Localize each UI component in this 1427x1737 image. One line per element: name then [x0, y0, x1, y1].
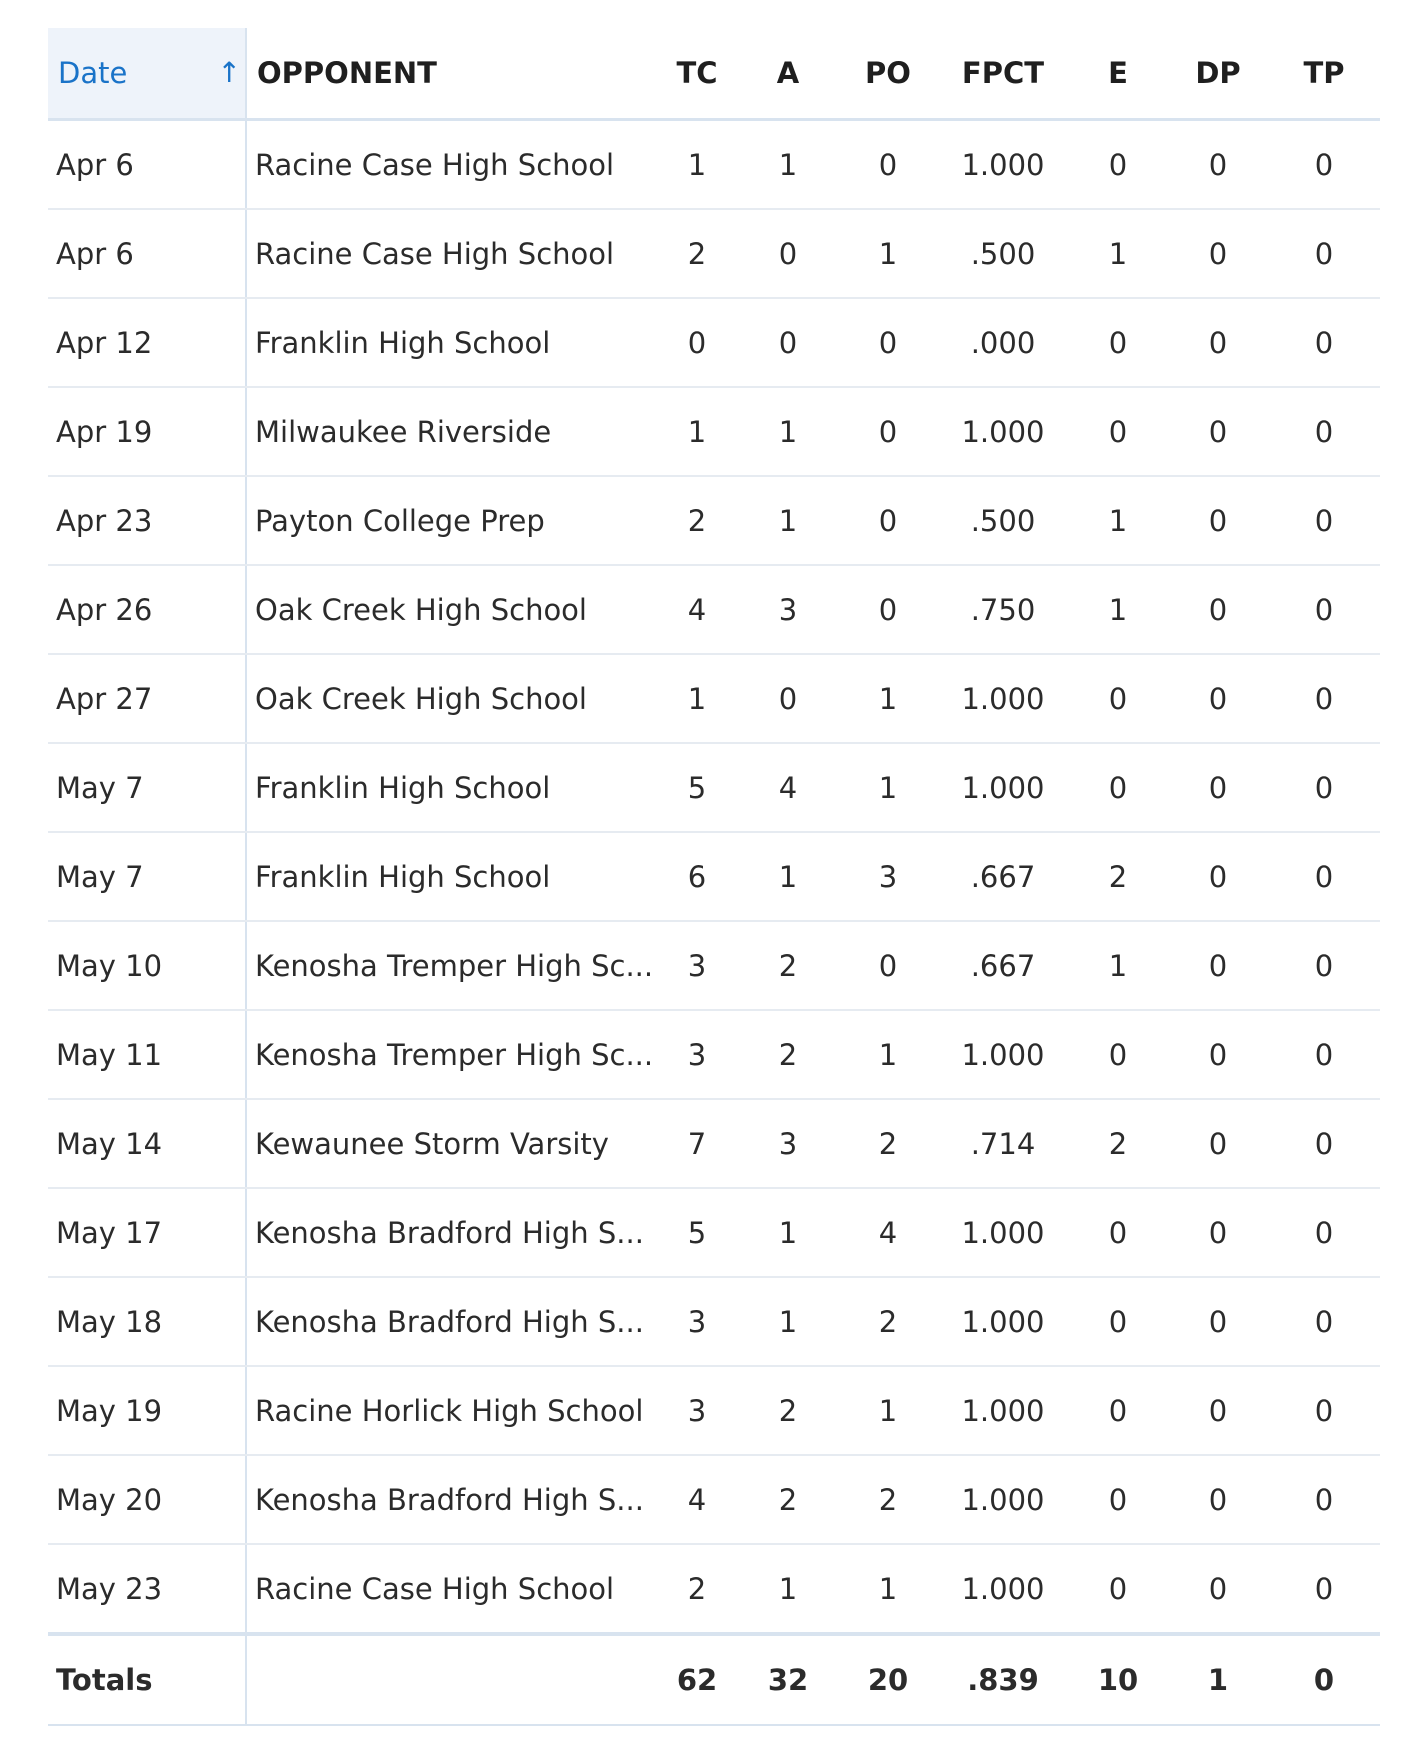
totals-e: 10 — [1068, 1634, 1168, 1725]
cell-dp: 0 — [1168, 209, 1268, 298]
cell-dp: 0 — [1168, 1366, 1268, 1455]
cell-tp: 0 — [1268, 1366, 1380, 1455]
cell-date: Apr 19 — [48, 387, 246, 476]
cell-opponent: Franklin High School — [246, 832, 656, 921]
cell-tp: 0 — [1268, 1544, 1380, 1634]
cell-tc: 2 — [656, 1544, 738, 1634]
arrow-up-icon[interactable]: ↑ — [217, 56, 241, 89]
cell-date: May 23 — [48, 1544, 246, 1634]
cell-opponent: Racine Case High School — [246, 120, 656, 210]
cell-dp: 0 — [1168, 921, 1268, 1010]
column-header-e[interactable]: E — [1068, 28, 1168, 120]
table-header — [48, 28, 1380, 120]
table-row[interactable] — [48, 476, 1380, 565]
table-row[interactable] — [48, 921, 1380, 1010]
cell-po: 1 — [838, 1366, 938, 1455]
cell-tp: 0 — [1268, 743, 1380, 832]
cell-dp: 0 — [1168, 743, 1268, 832]
table-row[interactable] — [48, 743, 1380, 832]
totals-fpct: .839 — [938, 1634, 1068, 1725]
cell-a: 1 — [738, 832, 838, 921]
cell-date: May 11 — [48, 1010, 246, 1099]
cell-date: May 7 — [48, 743, 246, 832]
column-header-dp[interactable]: DP — [1168, 28, 1268, 120]
cell-po: 2 — [838, 1455, 938, 1544]
cell-e: 0 — [1068, 1010, 1168, 1099]
cell-date: May 7 — [48, 832, 246, 921]
cell-tp: 0 — [1268, 476, 1380, 565]
cell-date: Apr 26 — [48, 565, 246, 654]
cell-po: 0 — [838, 120, 938, 210]
cell-date: Apr 6 — [48, 120, 246, 210]
cell-dp: 0 — [1168, 832, 1268, 921]
cell-tp: 0 — [1268, 565, 1380, 654]
cell-opponent: Franklin High School — [246, 298, 656, 387]
cell-fpct: .000 — [938, 298, 1068, 387]
cell-po: 1 — [838, 1010, 938, 1099]
cell-po: 0 — [838, 565, 938, 654]
cell-tc: 1 — [656, 120, 738, 210]
cell-dp: 0 — [1168, 1099, 1268, 1188]
cell-po: 4 — [838, 1188, 938, 1277]
cell-e: 0 — [1068, 1455, 1168, 1544]
cell-tc: 3 — [656, 1366, 738, 1455]
cell-a: 1 — [738, 387, 838, 476]
cell-a: 3 — [738, 1099, 838, 1188]
cell-date: May 17 — [48, 1188, 246, 1277]
cell-fpct: .500 — [938, 476, 1068, 565]
cell-opponent: Racine Horlick High School — [246, 1366, 656, 1455]
totals-dp: 1 — [1168, 1634, 1268, 1725]
cell-tc: 1 — [656, 387, 738, 476]
table-row[interactable] — [48, 298, 1380, 387]
cell-date: May 20 — [48, 1455, 246, 1544]
cell-tc: 2 — [656, 476, 738, 565]
cell-e: 0 — [1068, 387, 1168, 476]
cell-po: 1 — [838, 743, 938, 832]
cell-tc: 1 — [656, 654, 738, 743]
cell-opponent: Oak Creek High School — [246, 565, 656, 654]
cell-opponent: Kewaunee Storm Varsity — [246, 1099, 656, 1188]
cell-date: Apr 27 — [48, 654, 246, 743]
column-header-po[interactable]: PO — [838, 28, 938, 120]
cell-fpct: .750 — [938, 565, 1068, 654]
cell-e: 2 — [1068, 832, 1168, 921]
cell-e: 1 — [1068, 209, 1168, 298]
cell-a: 3 — [738, 565, 838, 654]
table-row[interactable] — [48, 832, 1380, 921]
cell-fpct: 1.000 — [938, 1455, 1068, 1544]
cell-po: 0 — [838, 387, 938, 476]
cell-a: 2 — [738, 1366, 838, 1455]
cell-tp: 0 — [1268, 1188, 1380, 1277]
cell-tc: 3 — [656, 1277, 738, 1366]
totals-opponent — [246, 1634, 656, 1725]
cell-date: Apr 12 — [48, 298, 246, 387]
cell-a: 1 — [738, 1188, 838, 1277]
cell-e: 0 — [1068, 1188, 1168, 1277]
table-row[interactable] — [48, 1010, 1380, 1099]
table-row[interactable] — [48, 1099, 1380, 1188]
cell-tp: 0 — [1268, 921, 1380, 1010]
cell-po: 2 — [838, 1099, 938, 1188]
cell-tp: 0 — [1268, 1099, 1380, 1188]
cell-po: 0 — [838, 921, 938, 1010]
totals-tc: 62 — [656, 1634, 738, 1725]
column-header-date[interactable] — [48, 28, 246, 120]
cell-date: May 14 — [48, 1099, 246, 1188]
cell-fpct: 1.000 — [938, 743, 1068, 832]
table-row[interactable] — [48, 1544, 1380, 1634]
table-row[interactable] — [48, 1366, 1380, 1455]
cell-date: May 19 — [48, 1366, 246, 1455]
totals-tp: 0 — [1268, 1634, 1380, 1725]
cell-a: 1 — [738, 120, 838, 210]
cell-tc: 7 — [656, 1099, 738, 1188]
table-row[interactable] — [48, 654, 1380, 743]
cell-tc: 5 — [656, 1188, 738, 1277]
cell-dp: 0 — [1168, 387, 1268, 476]
cell-tp: 0 — [1268, 298, 1380, 387]
cell-fpct: .667 — [938, 832, 1068, 921]
cell-tp: 0 — [1268, 1277, 1380, 1366]
cell-po: 0 — [838, 476, 938, 565]
cell-fpct: 1.000 — [938, 654, 1068, 743]
cell-opponent: Kenosha Tremper High Sc... — [246, 1010, 656, 1099]
cell-dp: 0 — [1168, 120, 1268, 210]
cell-opponent: Kenosha Tremper High Sc... — [246, 921, 656, 1010]
cell-fpct: 1.000 — [938, 387, 1068, 476]
fielding-stats-table — [48, 28, 1380, 1726]
cell-date: May 18 — [48, 1277, 246, 1366]
cell-a: 1 — [738, 1544, 838, 1634]
cell-e: 0 — [1068, 1277, 1168, 1366]
cell-po: 2 — [838, 1277, 938, 1366]
header-row — [48, 28, 1380, 120]
cell-opponent: Oak Creek High School — [246, 654, 656, 743]
cell-opponent: Racine Case High School — [246, 209, 656, 298]
cell-fpct: .667 — [938, 921, 1068, 1010]
cell-tp: 0 — [1268, 654, 1380, 743]
cell-opponent: Kenosha Bradford High S... — [246, 1277, 656, 1366]
table-row[interactable] — [48, 565, 1380, 654]
cell-tp: 0 — [1268, 387, 1380, 476]
cell-dp: 0 — [1168, 1010, 1268, 1099]
cell-tp: 0 — [1268, 1455, 1380, 1544]
cell-tc: 3 — [656, 1010, 738, 1099]
cell-tc: 6 — [656, 832, 738, 921]
cell-tp: 0 — [1268, 209, 1380, 298]
cell-fpct: 1.000 — [938, 1366, 1068, 1455]
cell-fpct: .500 — [938, 209, 1068, 298]
cell-opponent: Milwaukee Riverside — [246, 387, 656, 476]
totals-po: 20 — [838, 1634, 938, 1725]
cell-opponent: Kenosha Bradford High S... — [246, 1455, 656, 1544]
table-row[interactable] — [48, 120, 1380, 210]
cell-po: 1 — [838, 209, 938, 298]
table-row[interactable] — [48, 1188, 1380, 1277]
cell-tp: 0 — [1268, 120, 1380, 210]
totals-label: Totals — [48, 1634, 246, 1725]
cell-dp: 0 — [1168, 1277, 1268, 1366]
table-row[interactable] — [48, 1277, 1380, 1366]
cell-date: Apr 23 — [48, 476, 246, 565]
cell-dp: 0 — [1168, 1188, 1268, 1277]
cell-fpct: 1.000 — [938, 1277, 1068, 1366]
table-row[interactable] — [48, 387, 1380, 476]
cell-e: 0 — [1068, 298, 1168, 387]
cell-dp: 0 — [1168, 654, 1268, 743]
cell-dp: 0 — [1168, 476, 1268, 565]
cell-opponent: Kenosha Bradford High S... — [246, 1188, 656, 1277]
column-header-tp[interactable]: TP — [1268, 28, 1380, 120]
cell-tc: 2 — [656, 209, 738, 298]
cell-date: May 10 — [48, 921, 246, 1010]
totals-a: 32 — [738, 1634, 838, 1725]
cell-a: 2 — [738, 1455, 838, 1544]
cell-opponent: Racine Case High School — [246, 1544, 656, 1634]
column-header-date-label: Date — [58, 56, 128, 90]
cell-tc: 3 — [656, 921, 738, 1010]
table-footer — [48, 1634, 1380, 1725]
column-header-a[interactable]: A — [738, 28, 838, 120]
cell-e: 0 — [1068, 654, 1168, 743]
cell-e: 1 — [1068, 921, 1168, 1010]
cell-a: 0 — [738, 209, 838, 298]
cell-fpct: .714 — [938, 1099, 1068, 1188]
cell-opponent: Payton College Prep — [246, 476, 656, 565]
cell-date: Apr 6 — [48, 209, 246, 298]
cell-a: 1 — [738, 1277, 838, 1366]
cell-tp: 0 — [1268, 832, 1380, 921]
cell-a: 1 — [738, 476, 838, 565]
cell-a: 4 — [738, 743, 838, 832]
column-header-opponent[interactable]: OPPONENT — [246, 28, 656, 120]
cell-e: 0 — [1068, 120, 1168, 210]
cell-fpct: 1.000 — [938, 1544, 1068, 1634]
cell-tp: 0 — [1268, 1010, 1380, 1099]
cell-po: 1 — [838, 1544, 938, 1634]
totals-row — [48, 1634, 1380, 1725]
cell-e: 1 — [1068, 476, 1168, 565]
cell-a: 0 — [738, 654, 838, 743]
table-row[interactable] — [48, 1455, 1380, 1544]
column-header-tc[interactable]: TC — [656, 28, 738, 120]
cell-e: 0 — [1068, 743, 1168, 832]
cell-po: 0 — [838, 298, 938, 387]
cell-tc: 4 — [656, 1455, 738, 1544]
table-row[interactable] — [48, 209, 1380, 298]
cell-e: 0 — [1068, 1544, 1168, 1634]
cell-fpct: 1.000 — [938, 1188, 1068, 1277]
cell-fpct: 1.000 — [938, 120, 1068, 210]
column-header-fpct[interactable]: FPCT — [938, 28, 1068, 120]
cell-e: 0 — [1068, 1366, 1168, 1455]
cell-fpct: 1.000 — [938, 1010, 1068, 1099]
cell-dp: 0 — [1168, 298, 1268, 387]
cell-tc: 5 — [656, 743, 738, 832]
cell-a: 2 — [738, 1010, 838, 1099]
cell-dp: 0 — [1168, 1455, 1268, 1544]
cell-po: 1 — [838, 654, 938, 743]
table-body — [48, 120, 1380, 1635]
cell-dp: 0 — [1168, 565, 1268, 654]
cell-e: 1 — [1068, 565, 1168, 654]
cell-a: 0 — [738, 298, 838, 387]
cell-a: 2 — [738, 921, 838, 1010]
cell-po: 3 — [838, 832, 938, 921]
cell-tc: 4 — [656, 565, 738, 654]
cell-tc: 0 — [656, 298, 738, 387]
cell-dp: 0 — [1168, 1544, 1268, 1634]
cell-opponent: Franklin High School — [246, 743, 656, 832]
cell-e: 2 — [1068, 1099, 1168, 1188]
